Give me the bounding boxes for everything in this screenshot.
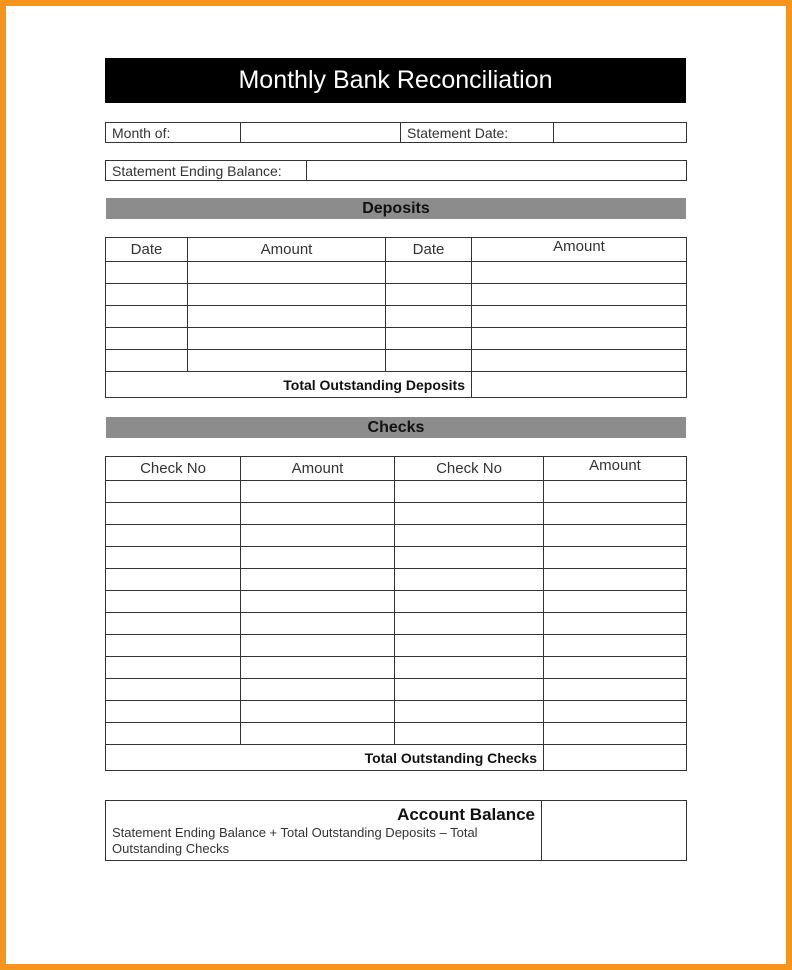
entry-cell[interactable] — [106, 723, 241, 745]
table-row — [106, 525, 687, 547]
month-statement-row — [105, 122, 687, 143]
entry-cell[interactable] — [106, 262, 188, 284]
entry-cell[interactable] — [544, 481, 687, 503]
table-row — [106, 547, 687, 569]
ending-balance-row — [105, 160, 687, 181]
entry-cell[interactable] — [472, 350, 687, 372]
entry-cell[interactable] — [544, 701, 687, 723]
entry-cell[interactable] — [386, 350, 472, 372]
column-header: Date — [386, 238, 472, 262]
entry-cell[interactable] — [106, 306, 188, 328]
entry-cell[interactable] — [395, 591, 544, 613]
ending-balance-label: Statement Ending Balance: — [106, 161, 307, 181]
entry-cell[interactable] — [395, 701, 544, 723]
entry-cell[interactable] — [106, 547, 241, 569]
entry-cell[interactable] — [106, 328, 188, 350]
entry-cell[interactable] — [544, 723, 687, 745]
entry-cell[interactable] — [395, 657, 544, 679]
total-label: Total Outstanding Deposits — [106, 372, 472, 398]
entry-cell[interactable] — [106, 350, 188, 372]
entry-cell[interactable] — [544, 525, 687, 547]
table-row — [106, 701, 687, 723]
table-row — [106, 503, 687, 525]
entry-cell[interactable] — [395, 723, 544, 745]
entry-cell[interactable] — [386, 262, 472, 284]
entry-cell[interactable] — [544, 613, 687, 635]
entry-cell[interactable] — [188, 306, 386, 328]
entry-cell[interactable] — [395, 635, 544, 657]
table-row — [106, 723, 687, 745]
entry-cell[interactable] — [241, 679, 395, 701]
entry-cell[interactable] — [188, 328, 386, 350]
entry-cell[interactable] — [106, 701, 241, 723]
entry-cell[interactable] — [241, 657, 395, 679]
deposits-heading: Deposits — [106, 198, 686, 219]
entry-cell[interactable] — [106, 657, 241, 679]
entry-cell[interactable] — [472, 328, 687, 350]
column-header: Amount — [188, 238, 386, 262]
entry-cell[interactable] — [386, 284, 472, 306]
total-row — [106, 372, 687, 398]
table-row — [106, 591, 687, 613]
entry-cell[interactable] — [544, 679, 687, 701]
statement-date-field[interactable] — [554, 123, 687, 143]
entry-cell[interactable] — [188, 284, 386, 306]
total-value-field[interactable] — [472, 372, 687, 398]
column-header: Amount — [472, 238, 687, 262]
account-balance-box — [105, 800, 687, 861]
entry-cell[interactable] — [544, 569, 687, 591]
entry-cell[interactable] — [241, 525, 395, 547]
table-row — [106, 350, 687, 372]
table-row — [106, 284, 687, 306]
entry-cell[interactable] — [188, 350, 386, 372]
account-balance-formula: Statement Ending Balance + Total Outstanding Deposits – Total Outstanding Checks — [112, 825, 478, 856]
entry-cell[interactable] — [386, 328, 472, 350]
entry-cell[interactable] — [106, 591, 241, 613]
total-row — [106, 745, 687, 771]
entry-cell[interactable] — [544, 635, 687, 657]
checks-heading: Checks — [106, 417, 686, 438]
ending-balance-field[interactable] — [307, 161, 687, 181]
entry-cell[interactable] — [395, 547, 544, 569]
entry-cell[interactable] — [241, 635, 395, 657]
column-header: Date — [106, 238, 188, 262]
deposits-table — [105, 237, 687, 398]
entry-cell[interactable] — [106, 284, 188, 306]
entry-cell[interactable] — [241, 547, 395, 569]
table-row — [106, 613, 687, 635]
entry-cell[interactable] — [395, 679, 544, 701]
table-row — [106, 635, 687, 657]
entry-cell[interactable] — [544, 657, 687, 679]
column-header: Amount — [241, 457, 395, 481]
entry-cell[interactable] — [472, 284, 687, 306]
entry-cell[interactable] — [472, 262, 687, 284]
entry-cell[interactable] — [395, 503, 544, 525]
statement-date-label: Statement Date: — [401, 123, 554, 143]
table-row — [106, 569, 687, 591]
checks-table — [105, 456, 687, 771]
entry-cell[interactable] — [544, 547, 687, 569]
month-of-label: Month of: — [106, 123, 241, 143]
entry-cell[interactable] — [106, 503, 241, 525]
entry-cell[interactable] — [241, 723, 395, 745]
entry-cell[interactable] — [106, 613, 241, 635]
entry-cell[interactable] — [188, 262, 386, 284]
entry-cell[interactable] — [544, 503, 687, 525]
entry-cell[interactable] — [241, 503, 395, 525]
table-row — [106, 657, 687, 679]
column-header: Check No — [106, 457, 241, 481]
table-row — [106, 328, 687, 350]
month-of-field[interactable] — [241, 123, 401, 143]
page-title: Monthly Bank Reconciliation — [105, 58, 686, 103]
entry-cell[interactable] — [106, 569, 241, 591]
entry-cell[interactable] — [472, 306, 687, 328]
entry-cell[interactable] — [106, 635, 241, 657]
table-row — [106, 679, 687, 701]
entry-cell[interactable] — [106, 679, 241, 701]
total-label: Total Outstanding Checks — [106, 745, 544, 771]
column-header: Check No — [395, 457, 544, 481]
entry-cell[interactable] — [395, 569, 544, 591]
entry-cell[interactable] — [106, 481, 241, 503]
table-row — [106, 262, 687, 284]
column-header: Amount — [544, 457, 687, 481]
entry-cell[interactable] — [386, 306, 472, 328]
entry-cell[interactable] — [544, 591, 687, 613]
entry-cell[interactable] — [106, 525, 241, 547]
entry-cell[interactable] — [241, 701, 395, 723]
account-balance-heading: Account Balance — [397, 805, 535, 824]
table-row — [106, 481, 687, 503]
entry-cell[interactable] — [241, 569, 395, 591]
table-row — [106, 306, 687, 328]
entry-cell[interactable] — [241, 613, 395, 635]
total-value-field[interactable] — [544, 745, 687, 771]
entry-cell[interactable] — [395, 613, 544, 635]
entry-cell[interactable] — [241, 481, 395, 503]
account-balance-field[interactable] — [542, 801, 687, 861]
entry-cell[interactable] — [395, 525, 544, 547]
entry-cell[interactable] — [241, 591, 395, 613]
entry-cell[interactable] — [395, 481, 544, 503]
